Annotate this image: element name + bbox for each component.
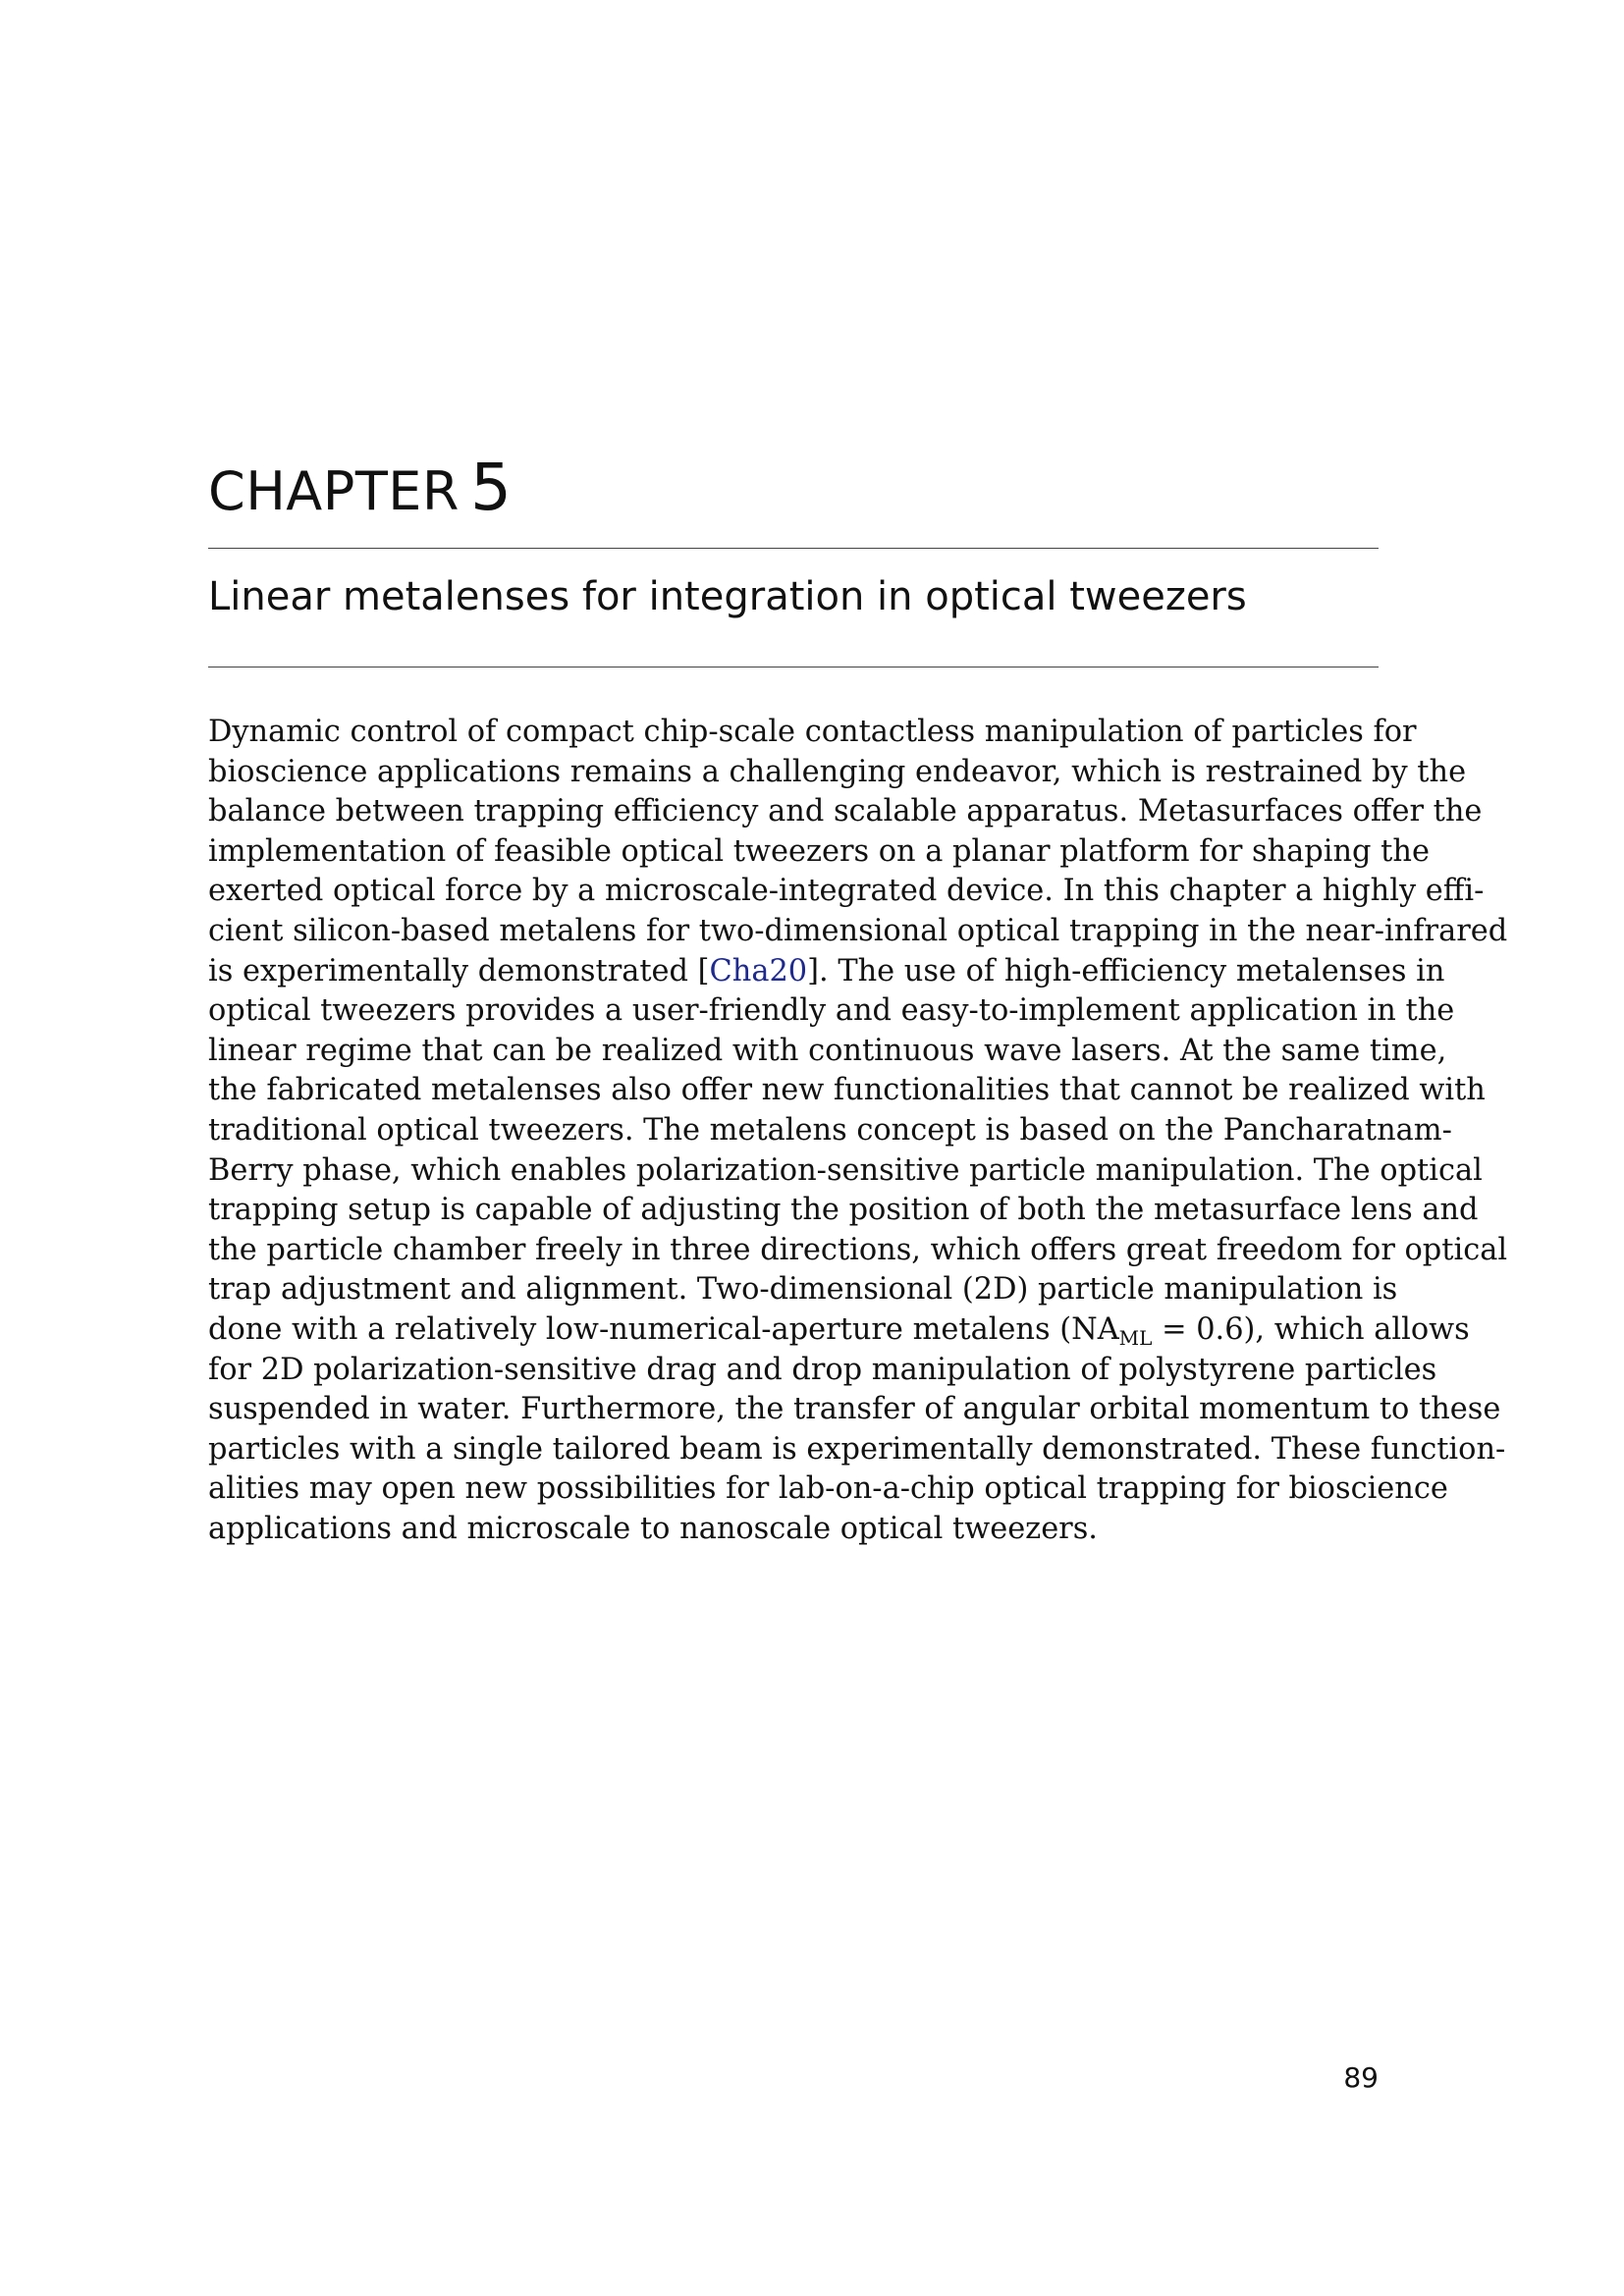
text-line: exerted optical force by a microscale-integrated device. In this chapter a highly effi- — [208, 874, 1485, 909]
page-number: 89 — [1343, 2061, 1379, 2094]
text-line: balance between trapping efficiency and scalable apparatus. Metasurfaces offer the — [208, 794, 1483, 829]
text-line: for 2D polarization-sensitive drag and drop manipulation of polystyrene particles — [208, 1352, 1437, 1387]
chapter-number: 5 — [470, 450, 513, 525]
text-line: trap adjustment and alignment. Two-dimensional (2D) particle manipulation is — [208, 1272, 1398, 1308]
text-line: trapping setup is capable of adjusting the position of both the metasurface lens and — [208, 1193, 1479, 1228]
subscript-ml: ML — [1118, 1325, 1153, 1350]
chapter-label: CHAPTER — [208, 460, 460, 522]
text-line: linear regime that can be realized with continuous wave lasers. At the same time, — [208, 1033, 1447, 1068]
text-line-with-citation — [208, 952, 1445, 992]
text-line: bioscience applications remains a challenging endeavor, which is restrained by the — [208, 754, 1467, 789]
text-line: alities may open new possibilities for lab-on-a-chip optical trapping for bioscience — [208, 1471, 1448, 1507]
text-line: Dynamic control of compact chip-scale contactless manipulation of particles for — [208, 715, 1417, 749]
text-line: the fabricated metalenses also offer new functionalities that cannot be realized with — [208, 1073, 1486, 1108]
text-line: implementation of feasible optical tweezers on a planar platform for shaping the — [208, 833, 1430, 869]
text-line: cient silicon-based metalens for two-dimensional optical trapping in the near-infrared — [208, 913, 1508, 948]
text-line: traditional optical tweezers. The metalens concept is based on the Pancharatnam- — [208, 1112, 1452, 1148]
text-line-with-subscript — [208, 1310, 1470, 1351]
text-fragment: done with a relatively low-numerical-aperture metalens (NA — [208, 1311, 1119, 1347]
text-line: Berry phase, which enables polarization-sensitive particle manipulation. The optical — [208, 1152, 1483, 1188]
chapter-heading — [208, 450, 1379, 525]
top-divider — [208, 548, 1379, 549]
text-line: particles with a single tailored beam is experimentally demonstrated. These function- — [208, 1431, 1506, 1467]
text-fragment: ]. The use of high-efficiency metalenses in — [807, 953, 1445, 988]
text-line: optical tweezers provides a user-friendly and easy-to-implement application in the — [208, 993, 1455, 1029]
text-line: suspended in water. Furthermore, the transfer of angular orbital momentum to these — [208, 1392, 1501, 1427]
citation-link[interactable]: Cha20 — [709, 953, 808, 988]
chapter-abstract — [208, 713, 1508, 1549]
text-fragment: is experimentally demonstrated [ — [208, 953, 710, 988]
text-line-last: applications and microscale to nanoscale optical tweezers. — [208, 1511, 1098, 1546]
chapter-title: Linear metalenses for integration in optical tweezers — [208, 574, 1247, 619]
text-line: the particle chamber freely in three directions, which offers great freedom for optical — [208, 1232, 1508, 1267]
text-fragment: = 0.6), which allows — [1152, 1311, 1470, 1347]
